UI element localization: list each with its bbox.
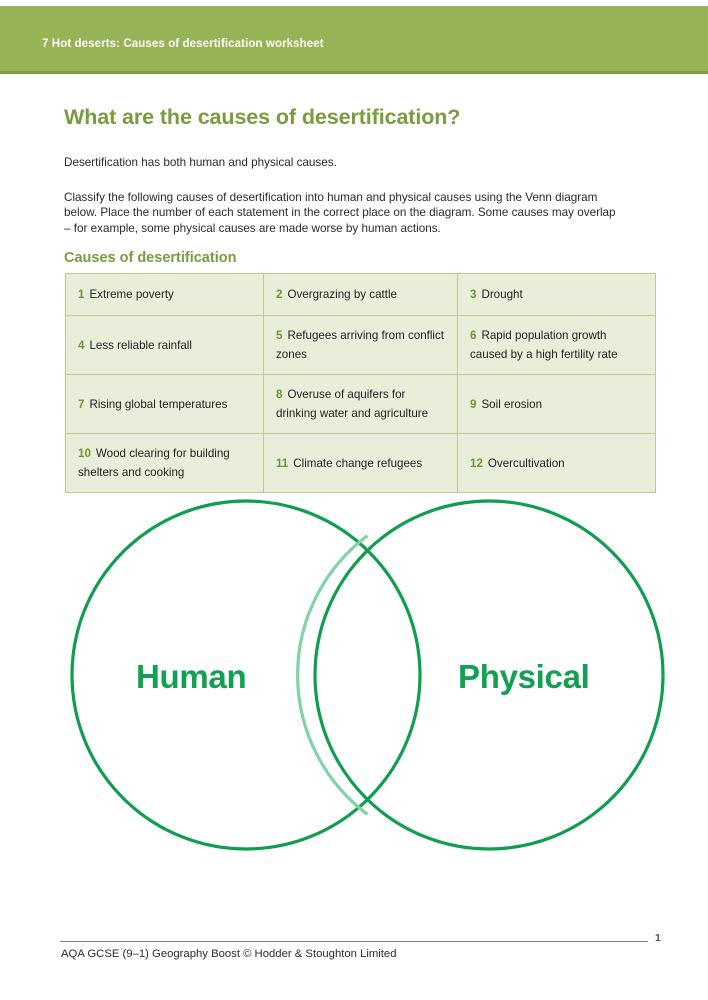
- worksheet-header-title: 7 Hot deserts: Causes of desertification worksheet: [42, 38, 324, 50]
- cause-text: Rising global temperatures: [89, 397, 228, 411]
- cause-number: 9: [470, 397, 477, 411]
- section-heading-causes: Causes of desertification: [64, 250, 237, 267]
- page-title: What are the causes of desertification?: [64, 105, 461, 130]
- cause-number: 11: [276, 456, 289, 470]
- cause-number: 12: [470, 456, 483, 470]
- cause-text: Rapid population growth caused by a high fertility rate: [470, 329, 618, 361]
- intro-paragraph-2: Classify the following causes of desertification into human and physical causes using the Venn diagram below. Place the number of each statement in the correct place on the diagram. Some causes may overlap – for example, some physical causes are made worse by human actions.: [64, 190, 616, 235]
- table-row: [66, 375, 656, 434]
- cause-text: Overcultivation: [487, 456, 565, 470]
- cause-number: 3: [470, 288, 477, 301]
- cause-cell[interactable]: [66, 375, 264, 434]
- table-row: [66, 274, 656, 316]
- cause-text: Wood clearing for building shelters and cooking: [78, 447, 230, 479]
- venn-diagram: [0, 492, 708, 882]
- table-row: [66, 316, 656, 375]
- causes-table: [65, 273, 656, 493]
- cause-text: Overuse of aquifers for drinking water and agriculture: [276, 388, 429, 420]
- cause-cell[interactable]: [66, 316, 264, 375]
- cause-cell[interactable]: [264, 316, 458, 375]
- cause-number: 2: [276, 288, 283, 301]
- cause-text: Extreme poverty: [89, 288, 174, 301]
- cause-text: Drought: [481, 288, 523, 301]
- cause-number: 5: [276, 329, 283, 342]
- cause-cell[interactable]: [264, 274, 458, 316]
- cause-cell[interactable]: [66, 434, 264, 493]
- cause-text: Less reliable rainfall: [89, 338, 192, 352]
- table-row: [66, 434, 656, 493]
- venn-label-physical: Physical: [458, 658, 590, 695]
- cause-cell[interactable]: [458, 316, 656, 375]
- cause-cell[interactable]: [264, 434, 458, 493]
- venn-overlap-right-arc: [298, 536, 368, 815]
- cause-number: 10: [78, 447, 91, 460]
- footer-page-number: 1: [655, 932, 661, 944]
- venn-label-human: Human: [136, 658, 247, 695]
- cause-text: Overgrazing by cattle: [287, 288, 397, 301]
- page-header-band: [0, 6, 708, 74]
- cause-cell[interactable]: [458, 274, 656, 316]
- cause-cell[interactable]: [458, 434, 656, 493]
- intro-paragraph-1: Desertification has both human and physical causes.: [64, 155, 337, 169]
- footer-divider: [60, 941, 648, 942]
- cause-cell[interactable]: [458, 375, 656, 434]
- footer-credit: AQA GCSE (9–1) Geography Boost © Hodder & Stoughton Limited: [61, 948, 397, 960]
- cause-text: Soil erosion: [481, 397, 543, 411]
- cause-number: 1: [78, 288, 85, 301]
- cause-cell[interactable]: [264, 375, 458, 434]
- venn-diagram-svg: [0, 492, 708, 882]
- cause-number: 4: [78, 338, 85, 352]
- cause-number: 7: [78, 397, 85, 411]
- cause-text: Climate change refugees: [293, 456, 423, 470]
- cause-number: 6: [470, 329, 477, 342]
- cause-number: 8: [276, 388, 283, 401]
- cause-cell[interactable]: [66, 274, 264, 316]
- cause-text: Refugees arriving from conflict zones: [276, 329, 445, 361]
